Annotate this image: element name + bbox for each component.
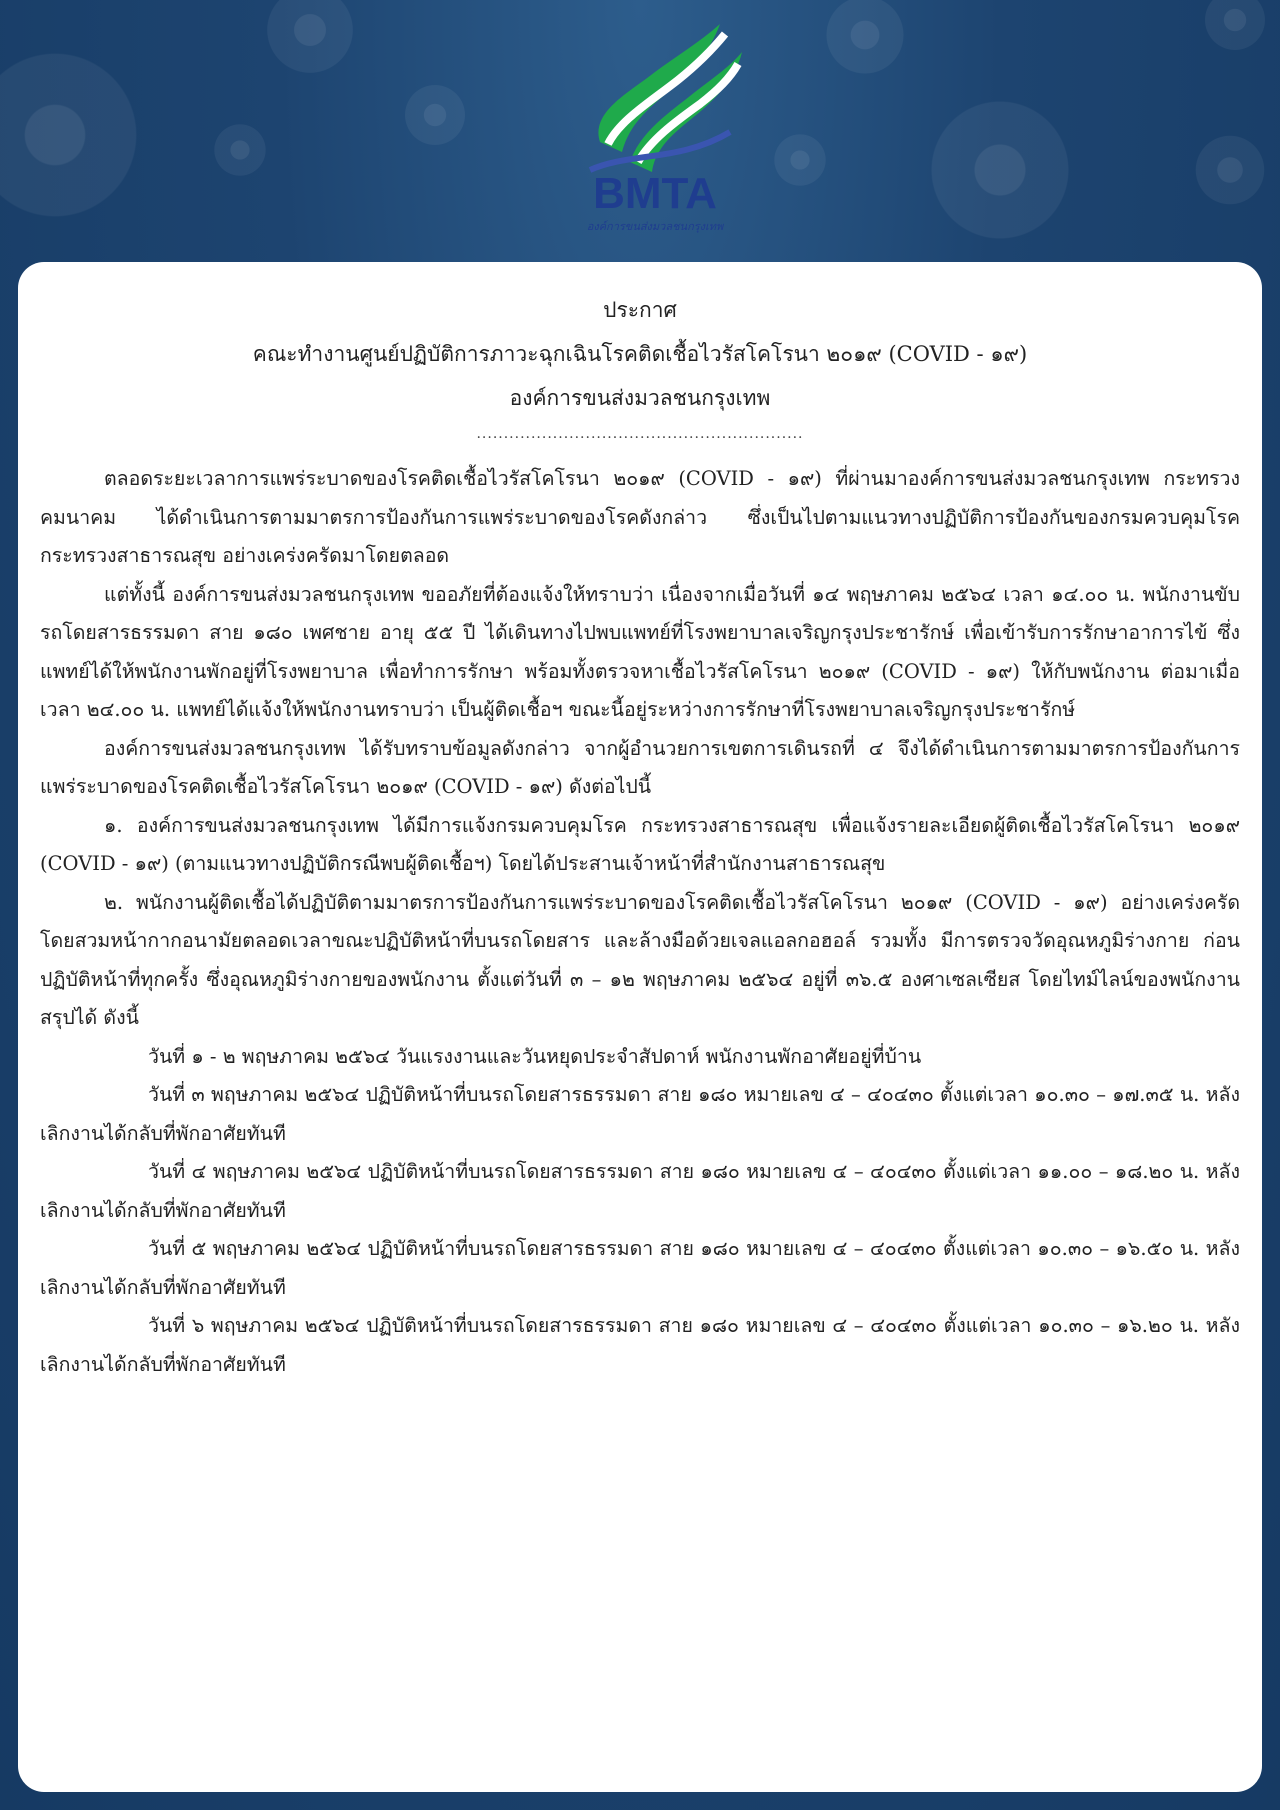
logo-brand-text: BMTA — [593, 169, 717, 218]
paragraph-measure-1: ๑. องค์การขนส่งมวลชนกรุงเทพ ได้มีการแจ้งกรมควบคุมโรค กระทรวงสาธารณสุข เพื่อแจ้งรายละเอียดผู้ติดเชื้อไวรัสโคโรนา ๒๐๑๙ (COVID - ๑๙) (ตามแนวทางปฏิบัติกรณีพบผู้ติดเชื้อฯ) โดยได้ประสานเจ้าหน้าที่สำนักงานสาธารณสุข — [40, 813, 1240, 875]
paragraph-measures-intro: องค์การขนส่งมวลชนกรุงเทพ ได้รับทราบข้อมูลดังกล่าว จากผู้อำนวยการเขตการเดินรถที่ ๔ จึงได้ดำเนินการตามมาตรการป้องกันการแพร่ระบาดของโรคติดเชื้อไวรัสโคโรนา ๒๐๑๙ (COVID - ๑๙) ดังต่อไปนี้ — [40, 736, 1240, 798]
timeline-item: วันที่ ๓ พฤษภาคม ๒๕๖๔ ปฏิบัติหน้าที่บนรถโดยสารธรรมดา สาย ๑๘๐ หมายเลข ๔ – ๔๐๔๓๐ ตั้งแต่เวลา ๑๐.๓๐ – ๑๗.๓๕ น. หลังเลิกงานได้กลับที่พักอาศัยทันที — [40, 1083, 1240, 1145]
title-separator: ............................................................ — [476, 426, 804, 442]
timeline-item: วันที่ ๑ - ๒ พฤษภาคม ๒๕๖๔ วันแรงงานและวันหยุดประจำสัปดาห์ พนักงานพักอาศัยอยู่ที่บ้าน — [148, 1044, 922, 1068]
virus-decoration-icon — [260, 0, 360, 80]
virus-decoration-icon — [920, 90, 1080, 250]
bmta-logo — [560, 12, 750, 244]
committee-title: คณะทำงานศูนย์ปฏิบัติการภาวะฉุกเฉินโรคติดเชื้อไวรัสโคโรนา ๒๐๑๙ (COVID - ๑๙) — [252, 342, 1028, 366]
virus-decoration-icon — [1190, 130, 1270, 210]
paragraph-case-report: แต่ทั้งนี้ องค์การขนส่งมวลชนกรุงเทพ ขออภัยที่ต้องแจ้งให้ทราบว่า เนื่องจากเมื่อวันที่ ๑๔ พฤษภาคม ๒๕๖๔ เวลา ๑๔.๐๐ น. พนักงานขับรถโดยสารธรรมดา สาย ๑๘๐ เพศชาย อายุ ๕๕ ปี ได้เดินทางไปพบแพทย์ที่โรงพยาบาลเจริญกรุงประชารักษ์ เพื่อเข้ารับการรักษาอาการไข้ ซึ่งแพทย์ได้ให้พนักงานพักอยู่ที่โรงพยาบาล เพื่อทำการรักษา พร้อมทั้งตรวจหาเชื้อไวรัสโคโรนา ๒๐๑๙ (COVID - ๑๙) ให้กับพนักงาน ต่อมาเมื่อเวลา ๒๔.๐๐ น. แพทย์ได้แจ้งให้พนักงานทราบว่า เป็นผู้ติดเชื้อฯ ขณะนี้อยู่ระหว่างการรักษาที่โรงพยาบาลเจริญกรุงประชารักษ์ — [40, 582, 1240, 721]
announcement-card — [18, 262, 1262, 1792]
virus-decoration-icon — [770, 130, 830, 190]
logo-org-name: องค์การขนส่งมวลชนกรุงเทพ — [586, 220, 724, 233]
virus-decoration-icon — [0, 40, 150, 230]
timeline-item: วันที่ ๕ พฤษภาคม ๒๕๖๔ ปฏิบัติหน้าที่บนรถโดยสารธรรมดา สาย ๑๘๐ หมายเลข ๔ – ๔๐๔๓๐ ตั้งแต่เวลา ๑๐.๓๐ – ๑๖.๕๐ น. หลังเลิกงานได้กลับที่พักอาศัยทันที — [40, 1237, 1240, 1299]
virus-decoration-icon — [210, 120, 270, 180]
virus-decoration-icon — [820, 0, 910, 80]
timeline-item: วันที่ ๖ พฤษภาคม ๒๕๖๔ ปฏิบัติหน้าที่บนรถโดยสารธรรมดา สาย ๑๘๐ หมายเลข ๔ – ๔๐๔๓๐ ตั้งแต่เวลา ๑๐.๓๐ – ๑๖.๒๐ น. หลังเลิกงานได้กลับที่พักอาศัยทันที — [40, 1314, 1240, 1376]
announcement-heading: ประกาศ — [603, 298, 677, 322]
organization-title: องค์การขนส่งมวลชนกรุงเทพ — [509, 386, 771, 410]
virus-decoration-icon — [400, 80, 470, 150]
timeline-item: วันที่ ๔ พฤษภาคม ๒๕๖๔ ปฏิบัติหน้าที่บนรถโดยสารธรรมดา สาย ๑๘๐ หมายเลข ๔ – ๔๐๔๓๐ ตั้งแต่เวลา ๑๑.๐๐ – ๑๘.๒๐ น. หลังเลิกงานได้กลับที่พักอาศัยทันที — [40, 1160, 1240, 1222]
virus-decoration-icon — [1200, 0, 1270, 55]
paragraph-measure-2: ๒. พนักงานผู้ติดเชื้อได้ปฏิบัติตามมาตรการป้องกันการแพร่ระบาดของโรคติดเชื้อไวรัสโคโรนา ๒๐๑๙ (COVID - ๑๙) อย่างเคร่งครัด โดยสวมหน้ากากอนามัยตลอดเวลาขณะปฏิบัติหน้าที่บนรถโดยสาร และล้างมือด้วยเจลแอลกอฮอล์ รวมทั้ง มีการตรวจวัดอุณหภูมิร่างกาย ก่อนปฏิบัติหน้าที่ทุกครั้ง ซึ่งอุณหภูมิร่างกายของพนักงาน ตั้งแต่วันที่ ๓ – ๑๒ พฤษภาคม ๒๕๖๔ อยู่ที่ ๓๖.๕ องศาเซลเซียส โดยไทม์ไลน์ของพนักงานสรุปได้ ดังนี้ — [40, 890, 1240, 1029]
paragraph-intro: ตลอดระยะเวลาการแพร่ระบาดของโรคติดเชื้อไวรัสโคโรนา ๒๐๑๙ (COVID - ๑๙) ที่ผ่านมาองค์การขนส่งมวลชนกรุงเทพ กระทรวงคมนาคม ได้ดำเนินการตามมาตรการป้องกันการแพร่ระบาดของโรคดังกล่าว ซึ่งเป็นไปตามแนวทางปฏิบัติการป้องกันของกรมควบคุมโรค กระทรวงสาธารณสุข อย่างเคร่งครัดมาโดยตลอด — [40, 467, 1240, 567]
